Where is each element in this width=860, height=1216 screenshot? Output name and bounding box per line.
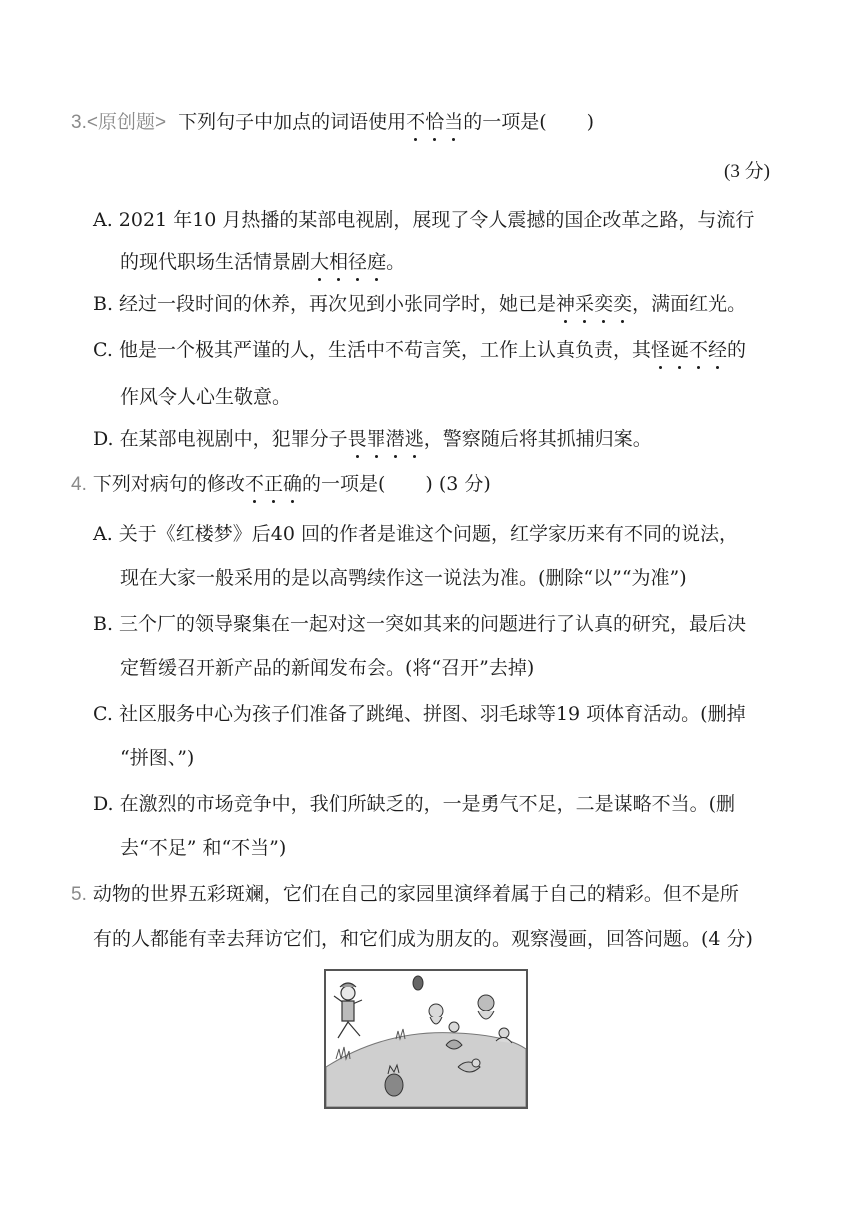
question-number: 5.: [71, 884, 87, 905]
emphasis-char: 奕: [613, 290, 632, 318]
ball: [413, 976, 423, 990]
q5-stem-cont: 有的人都能有幸去拜访它们，和它们成为朋友的。观察漫画，回答问题。(4 分): [93, 928, 753, 950]
emphasis-char: 不: [689, 336, 708, 364]
emphasis-char: 相: [329, 248, 348, 276]
emphasis-char: 庭: [367, 248, 386, 276]
q3-option-a-cont: [120, 248, 405, 276]
q5-stem: [71, 880, 739, 908]
emphasis-char: 径: [348, 248, 367, 276]
q3-score: (3 分): [724, 161, 770, 182]
text-span: 下列对病句的修改: [92, 473, 245, 495]
person-figure: [334, 983, 362, 1038]
emphasis-char: 大: [310, 248, 329, 276]
q4-stem: [71, 470, 491, 498]
q4-option-b-cont: 定暂缓召开新产品的新闻发布会。(将“召开”去掉): [120, 657, 535, 679]
text-span: 的: [727, 339, 747, 361]
emphasis-char: 奕: [594, 290, 613, 318]
text-span: ，警察随后将其抓捕归案。: [423, 428, 652, 450]
text-span: 动物的世界五彩斑斓，它们在自己的家园里演绎着属于自己的精彩。但不是所: [92, 883, 739, 905]
q3-option-a: A. 2021 年10 月热播的某部电视剧，展现了令人震撼的国企改革之路，与流行: [93, 209, 755, 231]
emphasis-char: 恰: [425, 108, 444, 136]
emphasis-char: 经: [708, 336, 727, 364]
q3-stem-tail: 的一项是(: [463, 111, 547, 133]
text-span: C. 他是一个极其严谨的人，生活中不苟言笑，工作上认真负责，其: [93, 339, 651, 361]
text-span: ，满面红光。: [632, 293, 747, 315]
text-span: B. 经过一段时间的休养，再次见到小张同学时，她已是: [93, 293, 557, 315]
q4-option-d-cont: 去“不足” 和“不当”): [120, 837, 287, 859]
text-span: ) (3 分): [425, 473, 491, 495]
text-span: D. 在某部电视剧中，犯罪分子: [93, 428, 348, 450]
q4-option-a-cont: 现在大家一般采用的是以高鹗续作这一说法为准。(删除“以”“为准”): [120, 567, 687, 589]
cartoon-illustration: [324, 969, 528, 1109]
question-number: 3.: [71, 112, 87, 133]
q4-option-d: D. 在激烈的市场竞争中，我们所缺乏的，一是勇气不足，二是谋略不当。(删: [93, 793, 736, 815]
q3-stem-close: ): [586, 111, 595, 133]
q3-option-c-cont: 作风令人心生敬意。: [120, 386, 292, 408]
question-number: 4.: [71, 474, 87, 495]
cartoon-drawing: [326, 971, 526, 1107]
emphasis-char: 罪: [367, 425, 386, 453]
text-span: 的一项是(: [301, 473, 386, 495]
emphasis-char: 潜: [386, 425, 405, 453]
emphasis-char: 不: [245, 470, 264, 498]
q4-option-c-cont: “拼图、”): [120, 747, 195, 769]
text-span: 。: [386, 251, 406, 273]
emphasis-char: 诞: [670, 336, 689, 364]
emphasis-char: 怪: [651, 336, 670, 364]
emphasis-char: 逃: [405, 425, 424, 453]
q4-option-c: C. 社区服务中心为孩子们准备了跳绳、拼图、羽毛球等19 项体育活动。(删掉: [93, 703, 746, 725]
q4-option-a: A. 关于《红楼梦》后40 回的作者是谁这个问题，红学家历来有不同的说法，: [93, 523, 739, 545]
emphasis-char: 确: [283, 470, 302, 498]
emphasis-char: 采: [575, 290, 594, 318]
q3-option-b: [93, 290, 746, 318]
hill: [326, 1033, 526, 1107]
q3-option-d: [93, 425, 652, 453]
text-span: 的现代职场生活情景剧: [120, 251, 311, 273]
emphasis-char: 不: [406, 108, 425, 136]
question-tag: <原创题>: [86, 112, 167, 133]
q3-stem: [71, 108, 594, 136]
q3-stem-text: 下列句子中加点的词语使用: [178, 111, 407, 133]
emphasis-char: 神: [556, 290, 575, 318]
emphasis-char: 畏: [348, 425, 367, 453]
emphasis-char: 正: [264, 470, 283, 498]
emphasis-char: 当: [444, 108, 463, 136]
q4-option-b: B. 三个厂的领导聚集在一起对这一突如其来的问题进行了认真的研究，最后决: [93, 613, 747, 635]
q3-option-c: [93, 336, 746, 364]
